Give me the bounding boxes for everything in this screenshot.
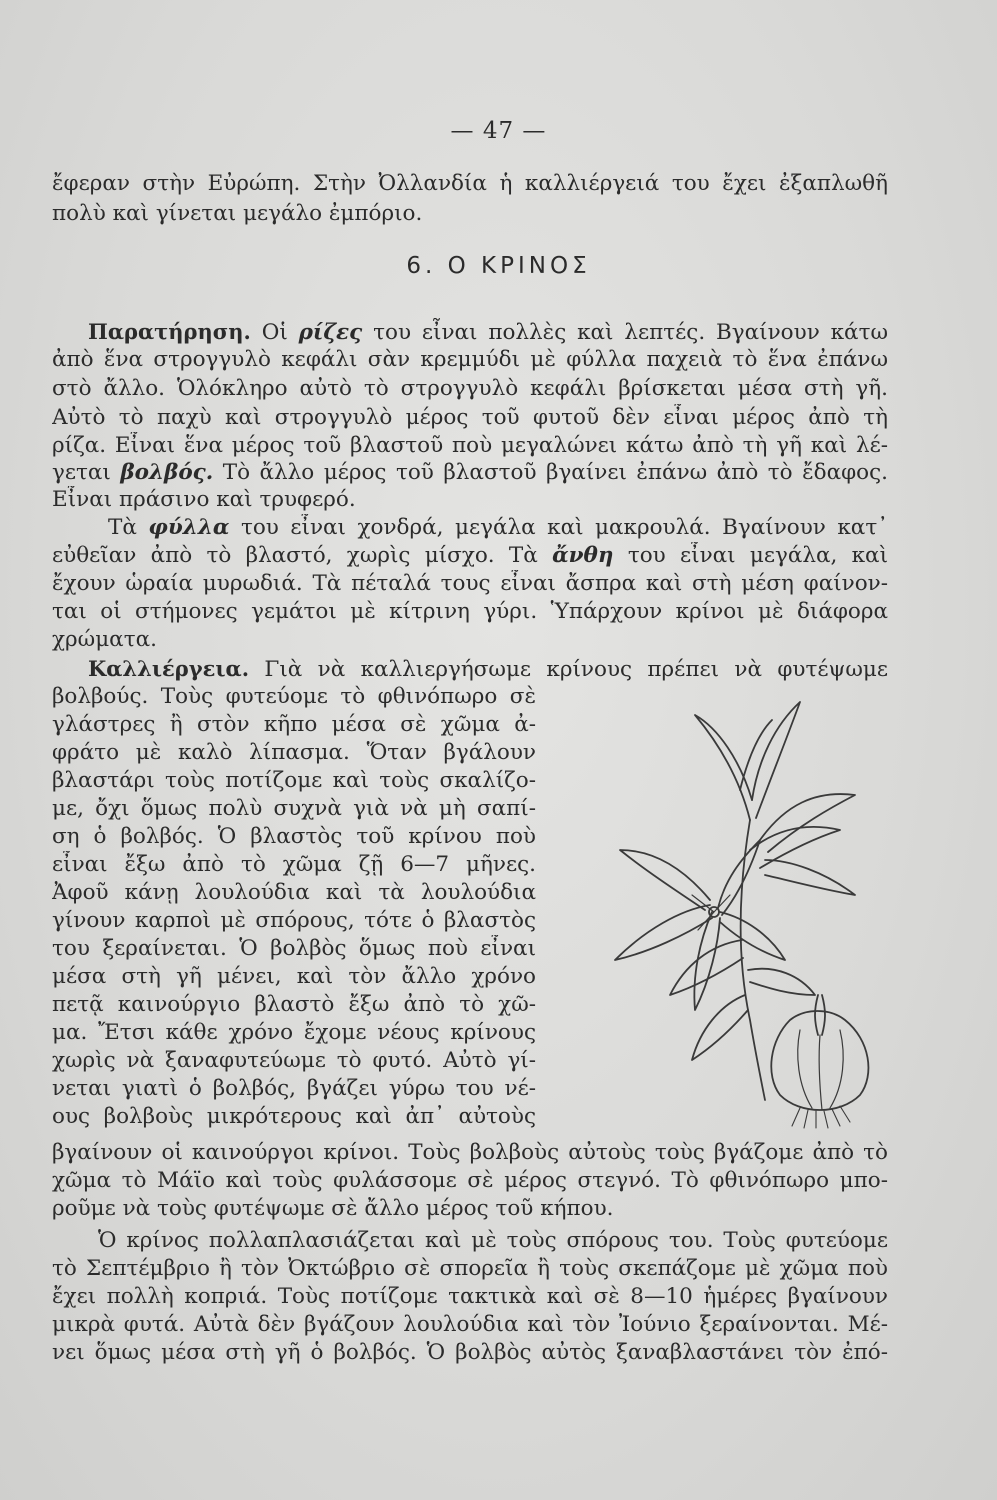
seeds-line: ἔχει πολλὴ κοπριά. Τοὺς ποτίζομε τακτικὰ καὶ σὲ 8—10 ἡμέρες βγαίνουν	[52, 1284, 888, 1309]
cultivation-line: Ἀφοῦ κάνῃ λουλούδια καὶ τὰ λουλούδια	[52, 880, 536, 905]
observation-line: χρώματα.	[52, 627, 157, 652]
cultivation-line: του ξεραίνεται. Ὁ βολβὸς ὅμως ποὺ εἶναι	[52, 936, 536, 961]
cultivation-line: γίνουν καρποὶ μὲ σπόρους, τότε ὁ βλαστὸς	[52, 908, 536, 933]
cultivation-line: νεται γιατὶ ὁ βολβός, βγάζει γύρω του νέ-	[52, 1076, 536, 1101]
intro-line: ἔφεραν στὴν Εὐρώπη. Στὴν Ὀλλανδία ἡ καλλιέργειά του ἔχει ἐξαπλωθῆ	[52, 171, 888, 196]
leaf	[692, 995, 748, 1060]
seeds-line: Ὁ κρίνος πολλαπλασιάζεται καὶ μὲ τοὺς σπόρους του. Τοὺς φυτεύομε	[98, 1228, 888, 1253]
cultivation-line: χῶμα τὸ Μάϊο καὶ τοὺς φυλάσσομε σὲ μέρος στεγνό. Τὸ φθινόπωρο μπο-	[52, 1168, 888, 1193]
page-number: — 47 —	[450, 118, 547, 144]
cultivation-line: εἶναι ἔξω ἀπὸ τὸ χῶμα ζῇ 6—7 μῆνες.	[52, 852, 536, 877]
cultivation-line: μέσα στὴ γῆ μένει, καὶ τὸν ἄλλο χρόνο	[52, 964, 536, 989]
cultivation-line: ους βολβοὺς μικρότερους καὶ ἀπ᾿ αὐτοὺς	[52, 1104, 536, 1129]
observation-line: Αὐτὸ τὸ παχὺ καὶ στρογγυλὸ μέρος τοῦ φυτοῦ δὲν εἶναι μέρος ἀπὸ τὴ	[52, 405, 888, 430]
observation-line: ἔχουν ὡραία μυρωδιά. Τὰ πέταλά τους εἶναι ἄσπρα καὶ στὴ μέση φαίνον-	[52, 571, 888, 596]
lily-plant-with-bulb-illustration	[600, 690, 900, 1130]
cultivation-line: γλάστρες ἢ στὸν κῆπο μέσα σὲ χῶμα ἀ-	[52, 712, 536, 737]
bud-petal	[695, 715, 752, 820]
intro-line: πολὺ καὶ γίνεται μεγάλο ἐμπόριο.	[52, 201, 423, 226]
bud-petal	[752, 702, 800, 818]
cultivation-line: φράτο μὲ καλὸ λίπασμα. Ὅταν βγάλουν	[52, 740, 536, 765]
leaf	[670, 940, 743, 995]
cultivation-line: πετᾷ καινούργιο βλαστὸ ἔξω ἀπὸ τὸ χῶ-	[52, 992, 536, 1017]
observation-line: εὐθεῖαν ἀπὸ τὸ βλαστό, χωρὶς μίσχο. Τὰ ἄνθη του εἶναι μεγάλα, καὶ	[52, 543, 888, 568]
observation-line: ται οἱ στήμονες γεμάτοι μὲ κίτρινη γύρι. Ὑπάρχουν κρίνοι μὲ διάφορα	[52, 599, 888, 624]
cultivation-line: ση ὁ βολβός. Ὁ βλαστὸς τοῦ κρίνου ποὺ	[52, 824, 536, 849]
observation-line: Τὰ φύλλα του εἶναι χονδρά, μεγάλα καὶ μακρουλά. Βγαίνουν κατ᾿	[108, 515, 888, 540]
observation-line: ἀπὸ ἕνα στρογγυλὸ κεφάλι σὰν κρεμμύδι μὲ φύλλα παχειὰ τὸ ἕνα ἐπάνω	[52, 347, 888, 372]
observation-line: ρίζα. Εἶναι ἕνα μέρος τοῦ βλαστοῦ ποὺ μεγαλώνει κάτω ἀπὸ τὴ γῆ καὶ λέ-	[52, 433, 888, 458]
observation-line: Εἶναι πράσινο καὶ τρυφερό.	[52, 487, 356, 512]
emphasis-term: ἄνθη	[552, 543, 614, 568]
cultivation-line: με, ὄχι ὅμως πολὺ συχνὰ γιὰ νὰ μὴ σαπί-	[52, 796, 536, 821]
bulb	[771, 1011, 868, 1110]
cultivation-heading: Καλλιέργεια.	[88, 656, 250, 681]
emphasis-term: βολβός.	[120, 460, 214, 485]
section-title: 6. Ο ΚΡΙΝΟΣ	[406, 253, 591, 279]
observation-heading: Παρατήρηση.	[88, 319, 251, 344]
flower-petal	[620, 850, 710, 910]
flower-petal	[750, 827, 840, 868]
leaf	[748, 969, 815, 995]
cultivation-line: βγαίνουν οἱ καινούργοι κρίνοι. Τοὺς βολβοὺς αὐτοὺς τοὺς βγάζομε ἀπὸ τὸ	[52, 1140, 888, 1165]
cultivation-line: Καλλιέργεια. Γιὰ νὰ καλλιεργήσωμε κρίνους πρέπει νὰ φυτέψωμε	[52, 655, 888, 683]
seeds-line: μικρὰ φυτά. Αὐτὰ δὲν βγάζουν λουλούδια καὶ τὸν Ἰούνιο ξεραίνονται. Μέ-	[52, 1312, 888, 1337]
cultivation-line: βολβούς. Τοὺς φυτεύομε τὸ φθινόπωρο σὲ	[52, 684, 536, 709]
seeds-line: τὸ Σεπτέμβριο ἢ τὸν Ὀκτώβριο σὲ σπορεῖα ἢ τοὺς σκεπάζομε μὲ χῶμα ποὺ	[52, 1256, 888, 1281]
cultivation-line: χωρὶς νὰ ξαναφυτεύωμε τὸ φυτό. Αὐτὸ γί-	[52, 1048, 536, 1073]
cultivation-line: βλαστάρι τοὺς ποτίζομε καὶ τοὺς σκαλίζο-	[52, 768, 536, 793]
cultivation-line: ροῦμε νὰ τοὺς φυτέψωμε σὲ ἄλλο μέρος τοῦ κήπου.	[52, 1196, 614, 1221]
emphasis-term: ρίζες	[298, 320, 363, 345]
observation-line: στὸ ἄλλο. Ὁλόκληρο αὐτὸ τὸ στρογγυλὸ κεφάλι βρίσκεται μέσα στὴ γῆ.	[52, 376, 888, 401]
observation-line: γεται βολβός. Τὸ ἄλλο μέρος τοῦ βλαστοῦ βγαίνει ἐπάνω ἀπὸ τὸ ἔδαφος.	[52, 460, 888, 485]
observation-line: Παρατήρηση. Οἱ ρίζες του εἶναι πολλὲς καὶ λεπτές. Βγαίνουν κάτω	[52, 318, 888, 346]
cultivation-line: μα. Ἔτσι κάθε χρόνο ἔχομε νέους κρίνους	[52, 1020, 536, 1045]
emphasis-term: φύλλα	[148, 515, 230, 540]
seeds-line: νει ὅμως μέσα στὴ γῆ ὁ βολβός. Ὁ βολβὸς αὐτὸς ξαναβλαστάνει τὸν ἐπό-	[52, 1340, 888, 1365]
